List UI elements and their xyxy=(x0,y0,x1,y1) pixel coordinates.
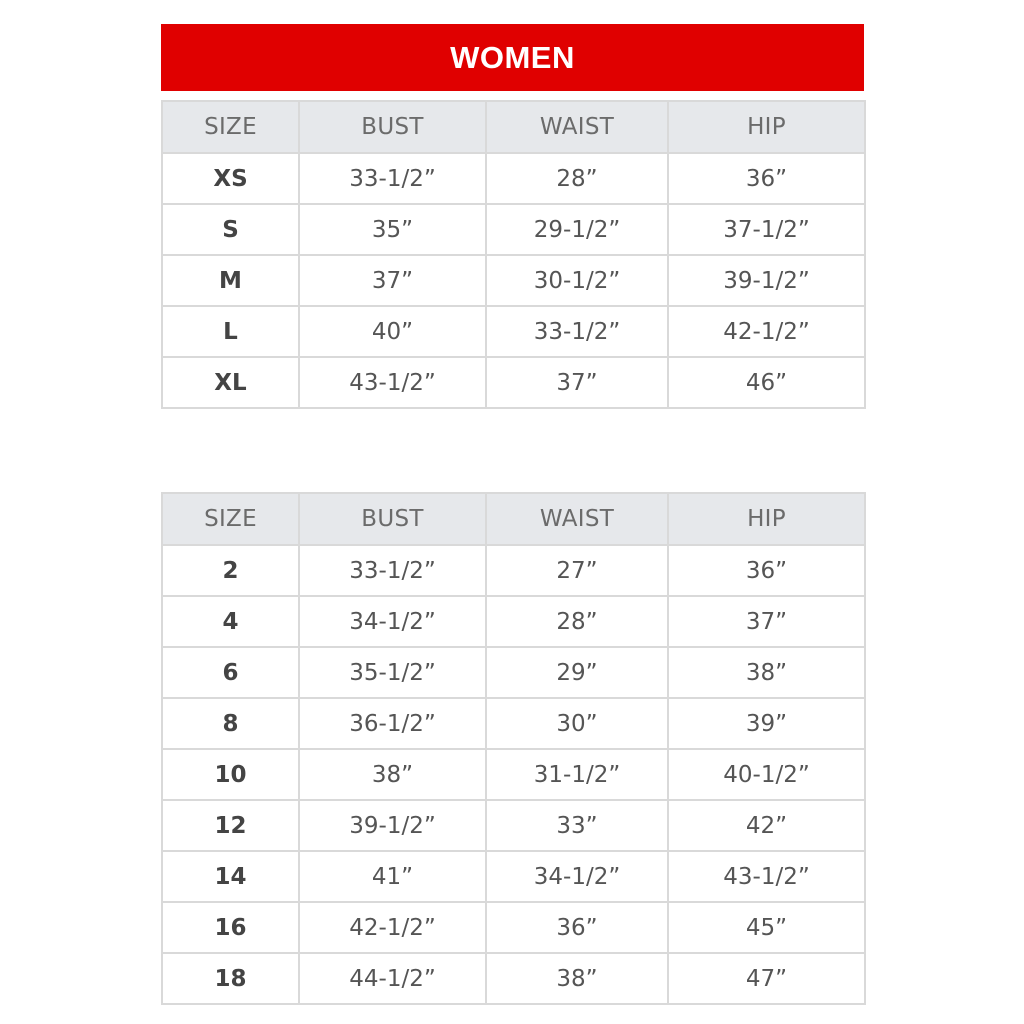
waist-cell: 33” xyxy=(486,800,668,851)
table-row xyxy=(162,596,865,647)
hip-cell: 47” xyxy=(668,953,865,1004)
bust-cell: 34-1/2” xyxy=(299,596,486,647)
table-row xyxy=(162,851,865,902)
bust-cell: 33-1/2” xyxy=(299,153,486,204)
bust-cell: 40” xyxy=(299,306,486,357)
table-row xyxy=(162,255,865,306)
size-cell: XL xyxy=(162,357,299,408)
waist-cell: 29” xyxy=(486,647,668,698)
header-bust: BUST xyxy=(299,493,486,545)
bust-cell: 37” xyxy=(299,255,486,306)
hip-cell: 43-1/2” xyxy=(668,851,865,902)
hip-cell: 37-1/2” xyxy=(668,204,865,255)
table-row xyxy=(162,204,865,255)
bust-cell: 38” xyxy=(299,749,486,800)
size-cell: 14 xyxy=(162,851,299,902)
waist-cell: 37” xyxy=(486,357,668,408)
size-cell: 4 xyxy=(162,596,299,647)
table-row xyxy=(162,698,865,749)
hip-cell: 42-1/2” xyxy=(668,306,865,357)
bust-cell: 35” xyxy=(299,204,486,255)
table-row xyxy=(162,306,865,357)
hip-cell: 37” xyxy=(668,596,865,647)
size-cell: L xyxy=(162,306,299,357)
size-cell: 12 xyxy=(162,800,299,851)
table-row xyxy=(162,749,865,800)
numeric-size-table xyxy=(161,492,866,1005)
table-row xyxy=(162,902,865,953)
size-cell: 2 xyxy=(162,545,299,596)
banner-title: WOMEN xyxy=(450,39,575,75)
waist-cell: 31-1/2” xyxy=(486,749,668,800)
size-cell: 10 xyxy=(162,749,299,800)
bust-cell: 35-1/2” xyxy=(299,647,486,698)
letter-size-table xyxy=(161,100,866,409)
bust-cell: 36-1/2” xyxy=(299,698,486,749)
table-header-row xyxy=(162,493,865,545)
bust-cell: 43-1/2” xyxy=(299,357,486,408)
bust-cell: 33-1/2” xyxy=(299,545,486,596)
hip-cell: 39” xyxy=(668,698,865,749)
waist-cell: 34-1/2” xyxy=(486,851,668,902)
bust-cell: 41” xyxy=(299,851,486,902)
waist-cell: 30-1/2” xyxy=(486,255,668,306)
waist-cell: 33-1/2” xyxy=(486,306,668,357)
women-banner xyxy=(161,24,864,91)
table-row xyxy=(162,647,865,698)
bust-cell: 44-1/2” xyxy=(299,953,486,1004)
hip-cell: 38” xyxy=(668,647,865,698)
hip-cell: 46” xyxy=(668,357,865,408)
hip-cell: 42” xyxy=(668,800,865,851)
header-size: SIZE xyxy=(162,101,299,153)
size-cell: 16 xyxy=(162,902,299,953)
table-row xyxy=(162,953,865,1004)
table-row xyxy=(162,545,865,596)
hip-cell: 40-1/2” xyxy=(668,749,865,800)
size-cell: 6 xyxy=(162,647,299,698)
header-hip: HIP xyxy=(668,101,865,153)
table-header-row xyxy=(162,101,865,153)
hip-cell: 36” xyxy=(668,153,865,204)
size-cell: 18 xyxy=(162,953,299,1004)
bust-cell: 42-1/2” xyxy=(299,902,486,953)
waist-cell: 28” xyxy=(486,596,668,647)
hip-cell: 45” xyxy=(668,902,865,953)
header-waist: WAIST xyxy=(486,101,668,153)
size-cell: S xyxy=(162,204,299,255)
bust-cell: 39-1/2” xyxy=(299,800,486,851)
waist-cell: 27” xyxy=(486,545,668,596)
size-cell: M xyxy=(162,255,299,306)
waist-cell: 38” xyxy=(486,953,668,1004)
header-size: SIZE xyxy=(162,493,299,545)
header-waist: WAIST xyxy=(486,493,668,545)
hip-cell: 39-1/2” xyxy=(668,255,865,306)
table-row xyxy=(162,800,865,851)
table-row xyxy=(162,153,865,204)
waist-cell: 36” xyxy=(486,902,668,953)
table-row xyxy=(162,357,865,408)
header-bust: BUST xyxy=(299,101,486,153)
waist-cell: 29-1/2” xyxy=(486,204,668,255)
waist-cell: 30” xyxy=(486,698,668,749)
size-cell: XS xyxy=(162,153,299,204)
header-hip: HIP xyxy=(668,493,865,545)
hip-cell: 36” xyxy=(668,545,865,596)
size-cell: 8 xyxy=(162,698,299,749)
waist-cell: 28” xyxy=(486,153,668,204)
